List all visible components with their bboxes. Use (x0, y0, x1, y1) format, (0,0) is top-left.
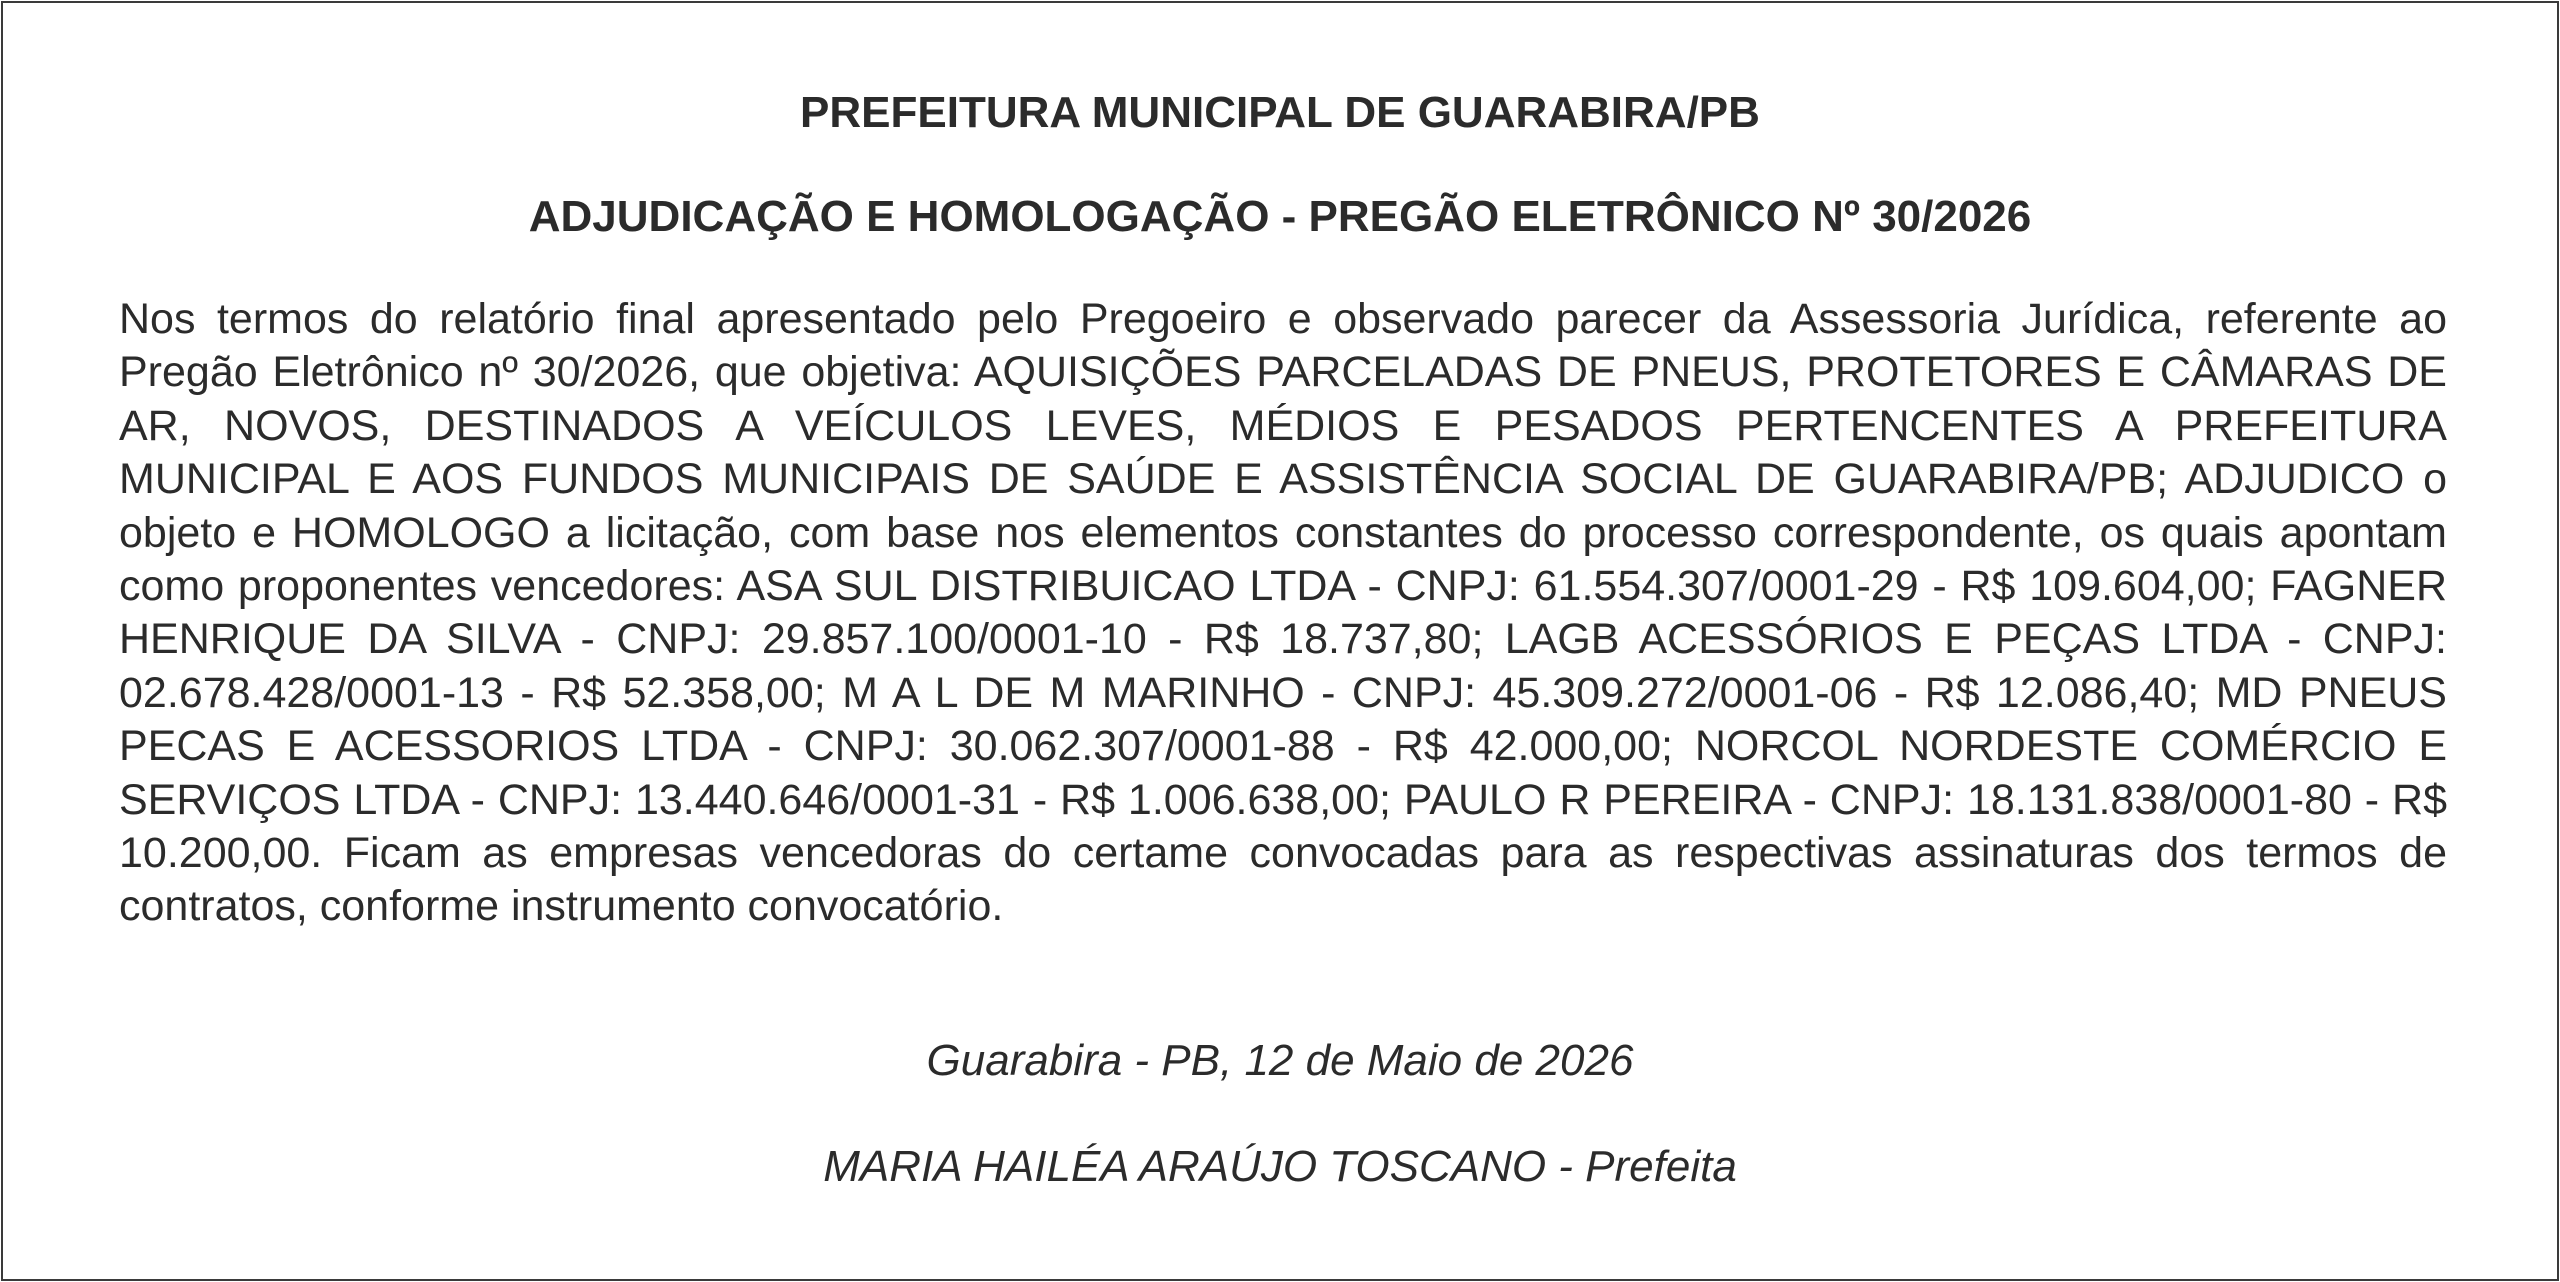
notice-body: Nos termos do relatório final apresentado pelo Pregoeiro e observado parecer da Assessoria Jurídica, referente ao Pregão Eletrônico nº 30/2026, que objetiva: AQUISIÇÕES PARCELADAS DE PNEUS, PROTETORES E CÂMARAS DE AR, NOVOS, DESTINADOS A VEÍCULOS LEVES, MÉDIOS E PESADOS PERTENCENTES A PREFEITURA MUNICIPAL E AOS FUNDOS MUNICIPAIS DE SAÚDE E ASSISTÊNCIA SOCIAL DE GUARABIRA/PB; ADJUDICO o objeto e HOMOLOGO a licitação, com base nos elementos constantes do processo correspondente, os quais apontam como proponentes vencedores: ASA SUL DISTRIBUICAO LTDA - CNPJ: 61.554.307/0001-29 - R$ 109.604,00; FAGNER HENRIQUE DA SILVA - CNPJ: 29.857.100/0001-10 - R$ 18.737,80; LAGB ACESSÓRIOS E PEÇAS LTDA - CNPJ: 02.678.428/0001-13 - R$ 52.358,00; M A L DE M MARINHO - CNPJ: 45.309.272/0001-06 - R$ 12.086,40; MD PNEUS PECAS E ACESSORIOS LTDA - CNPJ: 30.062.307/0001-88 - R$ 42.000,00; NORCOL NORDESTE COMÉRCIO E SERVIÇOS LTDA - CNPJ: 13.440.646/0001-31 - R$ 1.006.638,00; PAULO R PEREIRA - CNPJ: 18.131.838/0001-80 - R$ 10.200,00. Ficam as empresas vencedoras do certame convocadas para as respectivas assinaturas dos termos de contratos, conforme instrumento convocatório. (119, 295, 2447, 931)
notice-box (1, 1, 2559, 1281)
notice-subtitle: ADJUDICAÇÃO E HOMOLOGAÇÃO - PREGÃO ELETRÔNICO Nº 30/2026 (528, 192, 2032, 241)
signature-line: MARIA HAILÉA ARAÚJO TOSCANO - Prefeita (823, 1142, 1737, 1191)
notice-title: PREFEITURA MUNICIPAL DE GUARABIRA/PB (800, 88, 1760, 137)
date-line: Guarabira - PB, 12 de Maio de 2026 (926, 1036, 1634, 1085)
